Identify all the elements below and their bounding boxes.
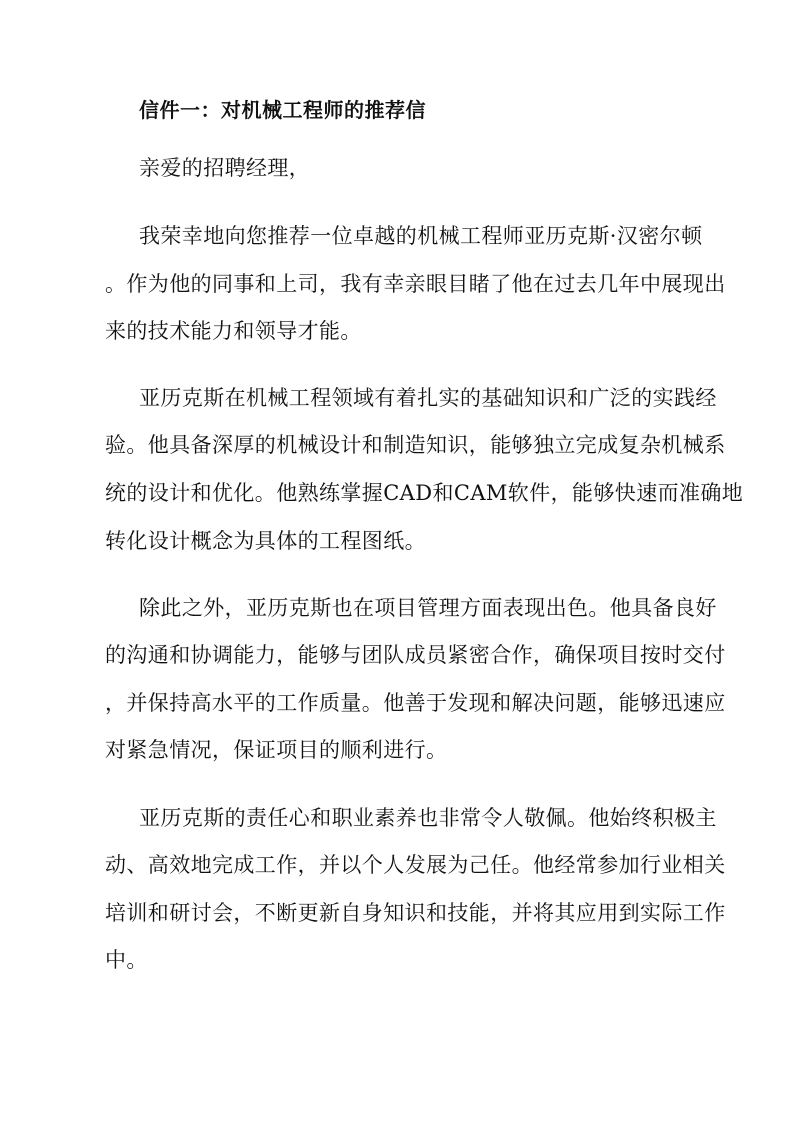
paragraph-3-line-1: 除此之外，亚历克斯也在项目管理方面表现出色。他具备良好 [139,596,717,620]
paragraph-3-line-2: 的沟通和协调能力，能够与团队成员紧密合作，确保项目按时交付 [105,643,726,667]
paragraph-4-line-2: 动、高效地完成工作，并以个人发展为己任。他经常参加行业相关 [105,853,726,877]
paragraph-1-line-3: 来的技术能力和领导才能。 [105,319,362,343]
greeting: 亲爱的招聘经理， [139,156,311,180]
paragraph-4-line-1: 亚历克斯的责任心和职业素养也非常令人敬佩。他始终积极主 [139,806,717,830]
paragraph-2-line-4: 转化设计概念为具体的工程图纸。 [105,529,426,553]
paragraph-2-line-3: 统的设计和优化。他熟练掌握CAD和CAM软件，能够快速而准确地 [105,481,744,505]
paragraph-4-line-4: 中。 [105,948,148,972]
paragraph-1-line-1: 我荣幸地向您推荐一位卓越的机械工程师亚历克斯·汉密尔顿 [139,224,703,248]
paragraph-1-line-2: 。作为他的同事和上司，我有幸亲眼目睹了他在过去几年中展现出 [105,272,726,296]
paragraph-2-line-2: 验。他具备深厚的机械设计和制造知识，能够独立完成复杂机械系 [105,433,726,457]
paragraph-3-line-4: 对紧急情况，保证项目的顺利进行。 [105,738,448,762]
letter-title: 信件一：对机械工程师的推荐信 [139,98,426,122]
paragraph-4-line-3: 培训和研讨会，不断更新自身知识和技能，并将其应用到实际工作 [105,901,726,925]
paragraph-2-line-1: 亚历克斯在机械工程领域有着扎实的基础知识和广泛的实践经 [139,386,717,410]
paragraph-3-line-3: ，并保持高水平的工作质量。他善于发现和解决问题，能够迅速应 [105,691,726,715]
